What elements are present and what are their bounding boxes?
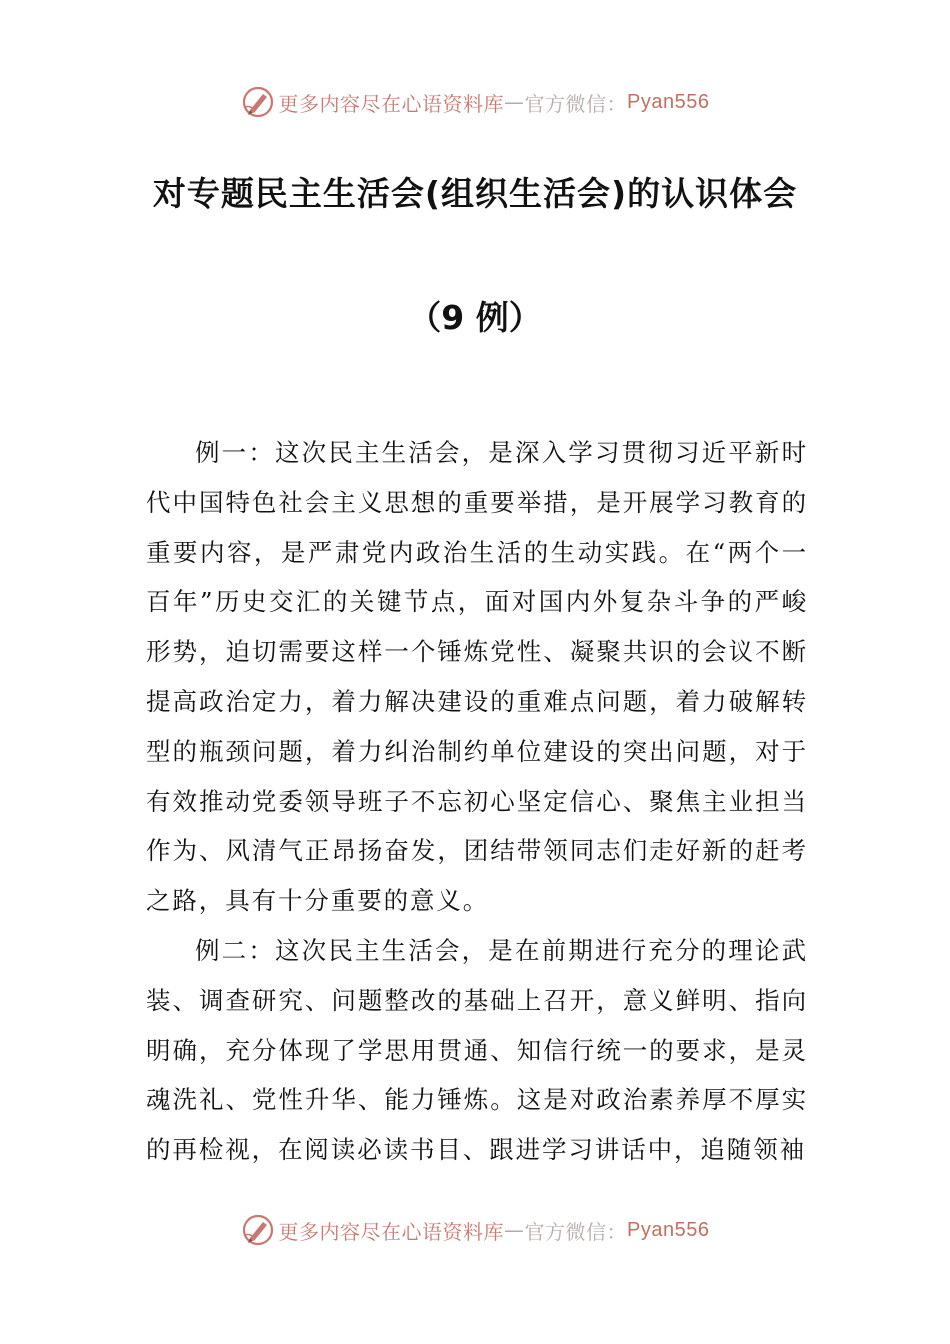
watermark-main-text: 更多内容尽在心语资料库 bbox=[278, 91, 505, 116]
watermark-dash: — bbox=[504, 90, 525, 114]
watermark-footer bbox=[0, 1210, 950, 1250]
document-body bbox=[146, 428, 808, 1175]
pen-logo-icon bbox=[241, 85, 275, 119]
watermark-header bbox=[0, 82, 950, 122]
watermark-dash: — bbox=[504, 1218, 525, 1242]
watermark-sub-text: 官方微信： bbox=[524, 1219, 628, 1244]
paragraph: 例二：这次民主生活会，是在前期进行充分的理论武装、调查研究、问题整改的基础上召开，意义鲜明、指向明确，充分体现了学思用贯通、知信行统一的要求，是灵魂洗礼、党性升华、能力锤炼。这是对政治素养厚不厚实的再检视，在阅读必读书目、跟进学习讲话中，追随领袖 bbox=[146, 935, 808, 1165]
document-title: 对专题民主生活会(组织生活会)的认识体会 bbox=[152, 174, 798, 213]
watermark-sub-text: 官方微信： bbox=[524, 91, 628, 116]
watermark-wechat-id: Pyan556 bbox=[627, 1218, 710, 1241]
watermark-wechat-id: Pyan556 bbox=[627, 90, 710, 113]
document-subtitle: （9 例） bbox=[408, 298, 542, 337]
pen-logo-icon bbox=[241, 1213, 275, 1247]
paragraph: 例一：这次民主生活会，是深入学习贯彻习近平新时代中国特色社会主义思想的重要举措，是开展学习教育的重要内容，是严肃党内政治生活的生动实践。在“两个一百年”历史交汇的关键节点，面对国内外复杂斗争的严峻形势，迫切需要这样一个锤炼党性、凝聚共识的会议不断提高政治定力，着力解决建设的重难点问题，着力破解转型的瓶颈问题，着力纠治制约单位建设的突出问题，对于有效推动党委领导班子不忘初心坚定信心、聚焦主业担当作为、风清气正昂扬奋发，团结带领同志们走好新的赶考之路，具有十分重要的意义。 bbox=[146, 438, 808, 916]
watermark-main-text: 更多内容尽在心语资料库 bbox=[278, 1219, 505, 1244]
